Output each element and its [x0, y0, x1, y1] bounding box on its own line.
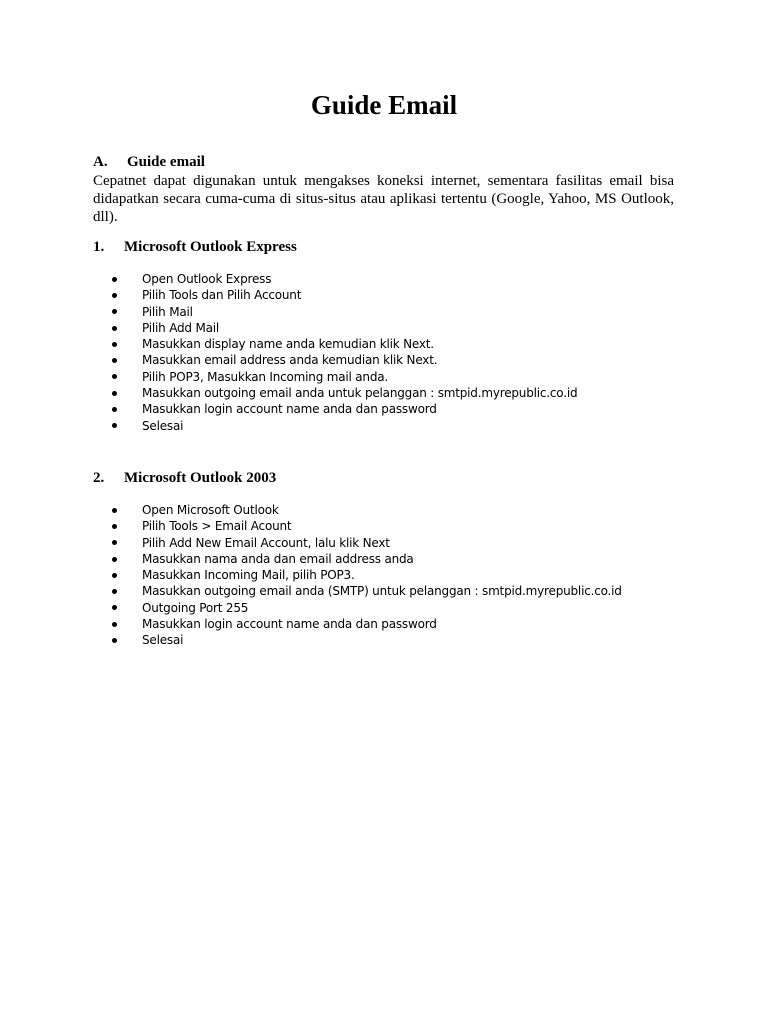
subsection-heading-text: Microsoft Outlook Express — [124, 239, 297, 255]
bullet-icon — [112, 374, 117, 379]
subsection-number: 1. — [93, 239, 105, 255]
list-item: Masukkan nama anda dan email address anda — [112, 551, 622, 567]
list-item: Masukkan email address anda kemudian klik Next. — [112, 352, 577, 368]
bullet-icon — [112, 557, 117, 562]
intro-paragraph: Cepatnet dapat digunakan untuk mengakses koneksi internet, sementara fasilitas email bisa didapatkan secara cuma-cuma di situs-situs atau aplikasi tertentu (Google, Yahoo, MS Outlook, dll). — [93, 173, 674, 225]
bullet-icon — [112, 342, 117, 347]
page-title: Guide Email — [310, 90, 458, 120]
list-item: Masukkan outgoing email anda untuk pelanggan : smtpid.myrepublic.co.id — [112, 385, 577, 401]
list-item: Masukkan login account name anda dan password — [112, 401, 577, 417]
bullet-icon — [112, 358, 117, 363]
list-item: Outgoing Port 255 — [112, 600, 622, 616]
bullet-icon — [112, 309, 117, 314]
bullet-icon — [112, 573, 117, 578]
section-guide-email — [93, 153, 674, 226]
bullet-icon — [112, 508, 117, 513]
list-item: Masukkan display name anda kemudian klik Next. — [112, 336, 577, 352]
list-item: Open Outlook Express — [112, 271, 577, 287]
steps-list-outlook-express — [112, 271, 577, 434]
bullet-icon — [112, 423, 117, 428]
bullet-icon — [112, 605, 117, 610]
list-item: Pilih Tools dan Pilih Account — [112, 287, 577, 303]
bullet-icon — [112, 589, 117, 594]
subsection-heading-text: Microsoft Outlook 2003 — [124, 470, 277, 486]
bullet-icon — [112, 407, 117, 412]
section-heading — [93, 153, 674, 171]
section-heading-text: Guide email — [127, 154, 205, 170]
bullet-icon — [112, 391, 117, 396]
list-item: Open Microsoft Outlook — [112, 502, 622, 518]
subsection-heading-outlook-express — [93, 238, 297, 256]
bullet-icon — [112, 524, 117, 529]
subsection-number: 2. — [93, 470, 105, 486]
list-item: Selesai — [112, 418, 577, 434]
list-item: Pilih Tools > Email Acount — [112, 518, 622, 534]
list-item: Masukkan outgoing email anda (SMTP) untuk pelanggan : smtpid.myrepublic.co.id — [112, 583, 622, 599]
bullet-icon — [112, 277, 117, 282]
list-item: Pilih POP3, Masukkan Incoming mail anda. — [112, 369, 577, 385]
bullet-icon — [112, 293, 117, 298]
list-item: Masukkan login account name anda dan password — [112, 616, 622, 632]
bullet-icon — [112, 622, 117, 627]
list-item: Selesai — [112, 632, 622, 648]
list-item: Pilih Add New Email Account, lalu klik Next — [112, 535, 622, 551]
steps-list-outlook-2003 — [112, 502, 622, 649]
list-item: Masukkan Incoming Mail, pilih POP3. — [112, 567, 622, 583]
subsection-heading-outlook-2003 — [93, 469, 276, 487]
bullet-icon — [112, 540, 117, 545]
list-item: Pilih Mail — [112, 304, 577, 320]
section-number: A. — [93, 154, 108, 170]
bullet-icon — [112, 326, 117, 331]
list-item: Pilih Add Mail — [112, 320, 577, 336]
bullet-icon — [112, 638, 117, 643]
